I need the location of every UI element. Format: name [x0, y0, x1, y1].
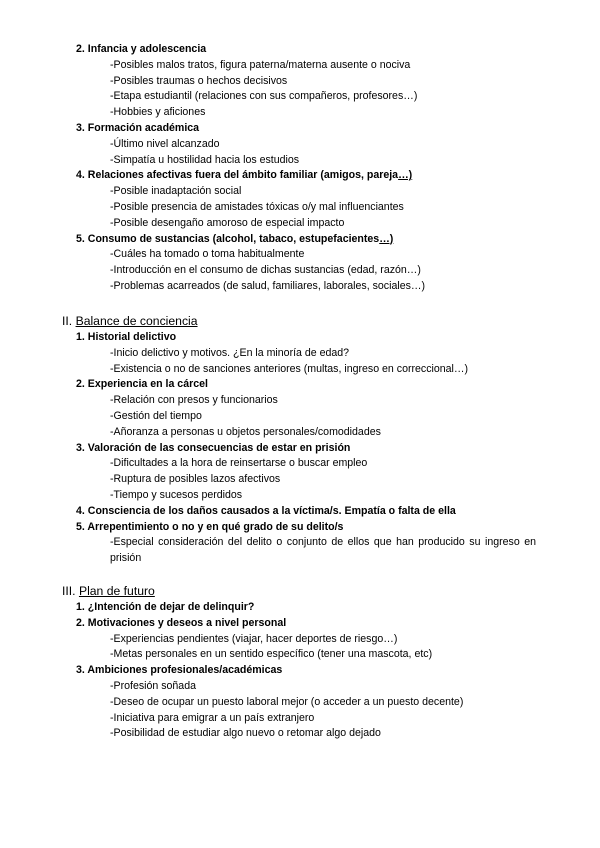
- list-item: -Profesión soñada: [110, 679, 196, 692]
- heading-ambiciones: 3. Ambiciones profesionales/académicas: [76, 664, 283, 677]
- heading-motivaciones: 2. Motivaciones y deseos a nivel personal: [76, 616, 287, 629]
- list-item: -Metas personales en un sentido específico (tener una mascota, etc): [110, 648, 433, 661]
- list-item: -Posibles malos tratos, figura paterna/materna ausente o nociva: [110, 58, 411, 71]
- list-item: -Dificultades a la hora de reinsertarse o buscar empleo: [110, 457, 368, 470]
- list-item: -Añoranza a personas u objetos personales/comodidades: [110, 425, 381, 438]
- section-title-balance: II. Balance de conciencia: [62, 314, 198, 328]
- list-item: -Posible presencia de amistades tóxicas o/y mal influenciantes: [110, 200, 404, 213]
- list-item: -Cuáles ha tomado o toma habitualmente: [110, 248, 305, 261]
- list-item: -Inicio delictivo y motivos. ¿En la minoría de edad?: [110, 346, 350, 359]
- list-item: -Ruptura de posibles lazos afectivos: [110, 473, 281, 486]
- heading-infancia: 2. Infancia y adolescencia: [76, 43, 207, 55]
- list-item: -Posible inadaptación social: [110, 185, 242, 198]
- heading-consciencia: 4. Consciencia de los daños causados a la víctima/s. Empatía o falta de ella: [76, 504, 456, 517]
- list-item: -Existencia o no de sanciones anteriores (multas, ingreso en correccional…): [110, 362, 469, 375]
- heading-formacion: 3. Formación académica: [76, 121, 200, 134]
- heading-relaciones: 4. Relaciones afectivas fuera del ámbito familiar (amigos, pareja…): [76, 169, 413, 182]
- section-title-plan: III. Plan de futuro: [62, 584, 155, 598]
- list-item: -Gestión del tiempo: [110, 409, 202, 422]
- list-item: -Posibilidad de estudiar algo nuevo o retomar algo dejado: [110, 727, 381, 740]
- section-3: [0, 583, 600, 742]
- heading-historial: 1. Historial delictivo: [76, 331, 177, 343]
- section-1-continued: [0, 42, 600, 295]
- list-item: -Especial consideración del delito o conjunto de ellos que han producido su ingreso en prisión: [110, 536, 536, 565]
- section-2: [0, 313, 600, 567]
- list-item: -Problemas acarreados (de salud, familiares, laborales, sociales…): [110, 279, 426, 292]
- list-item: -Hobbies y aficiones: [110, 106, 206, 119]
- list-item: -Simpatía u hostilidad hacia los estudios: [110, 153, 300, 166]
- heading-experiencia: 2. Experiencia en la cárcel: [76, 378, 208, 391]
- heading-valoracion: 3. Valoración de las consecuencias de estar en prisión: [76, 441, 351, 454]
- list-item: -Etapa estudiantil (relaciones con sus compañeros, profesores…): [110, 90, 418, 103]
- heading-arrepentimiento: 5. Arrepentimiento o no y en qué grado de su delito/s: [76, 520, 344, 533]
- heading-intencion: 1. ¿Intención de dejar de delinquir?: [76, 601, 255, 613]
- list-item: -Introducción en el consumo de dichas sustancias (edad, razón…): [110, 264, 421, 277]
- list-item: -Experiencias pendientes (viajar, hacer deportes de riesgo…): [110, 632, 398, 645]
- list-item: -Último nivel alcanzado: [110, 137, 220, 150]
- list-item: -Posibles traumas o hechos decisivos: [110, 74, 288, 87]
- list-item: -Relación con presos y funcionarios: [110, 394, 278, 407]
- list-item: -Tiempo y sucesos perdidos: [110, 488, 243, 501]
- list-item: -Posible desengaño amoroso de especial impacto: [110, 216, 345, 229]
- heading-consumo: 5. Consumo de sustancias (alcohol, tabaco, estupefacientes…): [76, 232, 394, 245]
- list-item: -Deseo de ocupar un puesto laboral mejor (o acceder a un puesto decente): [110, 695, 464, 708]
- list-item: -Iniciativa para emigrar a un país extranjero: [110, 711, 315, 724]
